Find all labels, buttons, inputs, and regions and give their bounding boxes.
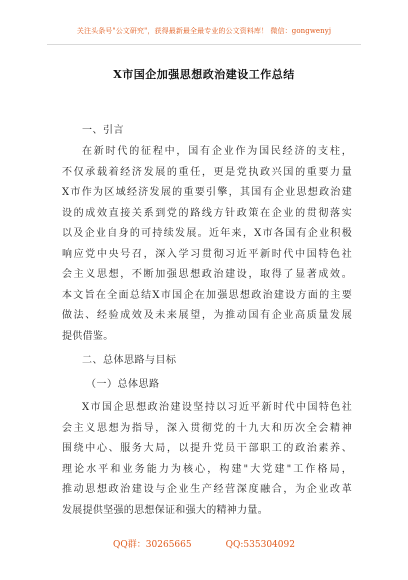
footer-contact bbox=[0, 537, 408, 550]
paragraph-line: 设的成效直接关系到党的路线方针政策在企业的贯彻落实 bbox=[62, 207, 352, 219]
paragraph-line: 以及企业自身的可持续发展。近年来，X市各国有企业积极 bbox=[62, 228, 352, 239]
section-heading-overall: 二、总体思路与目标 bbox=[82, 355, 177, 366]
paragraph-line: X市作为区域经济发展的重要引擎，其国有企业思想政治建 bbox=[62, 187, 352, 198]
section-heading-intro: 一、引言 bbox=[82, 125, 124, 136]
overall-paragraph bbox=[62, 398, 352, 521]
subsection-heading-overall-approach: （一）总体思路 bbox=[86, 379, 160, 390]
paragraph-line: 推动思想政治建设与企业生产经营深度融合，为企业改革 bbox=[62, 484, 352, 495]
paragraph-line: 发展提供坚强的思想保证和强大的精神力量。 bbox=[62, 504, 268, 516]
paragraph-line: 理论水平和业务能力为核心，构建"大党建"工作格局， bbox=[62, 463, 352, 475]
paragraph-line: 不仅承载着经济发展的重任，更是党执政兴国的重要力量 bbox=[62, 166, 352, 178]
paragraph-line: 会主义思想为指导，深入贯彻党的十九大和历次全会精神 bbox=[62, 422, 352, 434]
header-divider bbox=[47, 44, 361, 45]
paragraph-line: 做法、经验成效及未来展望，为推动国有企业高质量发展 bbox=[62, 310, 352, 321]
paragraph-line: 提供借鉴。 bbox=[62, 330, 114, 342]
paragraph-line: X市国企思想政治建设坚持以习近平新时代中国特色社 bbox=[82, 402, 352, 413]
paragraph-line: 响应党中央号召，深入学习贯彻习近平新时代中国特色社 bbox=[62, 248, 352, 260]
paragraph-line: 围绕中心、服务大局，以提升党员干部职工的政治素养、 bbox=[62, 443, 352, 454]
intro-paragraph bbox=[62, 142, 352, 347]
paragraph-line: 会主义思想，不断加强思想政治建设，取得了显著成效。 bbox=[62, 269, 352, 280]
header-banner: 关注头条号"公文研究"，获得最新最全最专业的公文资料库！ 微信：gongwenyj bbox=[76, 27, 332, 35]
footer-qq-group: QQ群：30265665 bbox=[113, 540, 192, 550]
document-title: X市国企加强思想政治建设工作总结 bbox=[113, 68, 295, 81]
footer-qq: QQ:535304092 bbox=[225, 540, 295, 550]
paragraph-line: 本文旨在全面总结X市国企在加强思想政治建设方面的主要 bbox=[62, 289, 352, 301]
paragraph-line: 在新时代的征程中，国有企业作为国民经济的支柱， bbox=[82, 146, 352, 157]
